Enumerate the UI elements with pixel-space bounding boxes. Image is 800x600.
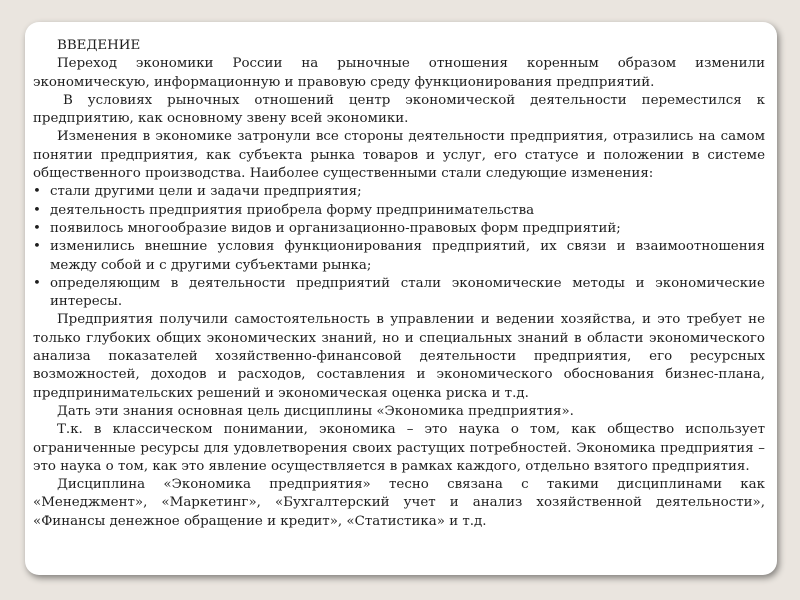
bullet-icon: • bbox=[33, 239, 41, 255]
bullet-icon: • bbox=[33, 275, 41, 291]
paragraph-transition: Переход экономики России на рыночные отношения коренным образом изменили экономическую, информационную и правовую среду функционирования предприятий. bbox=[33, 56, 765, 90]
paragraph-related-disciplines: Дисциплина «Экономика предприятия» тесно связана с такими дисциплинами как «Менеджмент», «Маркетинг», «Бухгалтерский учет и анализ хозяйственной деятельности», «Финансы денежное обращение и кредит», «Статистика» и т.д. bbox=[33, 477, 765, 529]
list-item-text: появилось многообразие видов и организационно-правовых форм предприятий; bbox=[50, 220, 621, 236]
list-item bbox=[33, 275, 765, 312]
list-item-text: деятельность предприятия приобрела форму предпринимательства bbox=[50, 202, 535, 218]
list-item bbox=[33, 202, 765, 220]
section-heading: ВВЕДЕНИЕ bbox=[57, 38, 141, 53]
paragraph-goal: Дать эти знания основная цель дисциплины «Экономика предприятия». bbox=[57, 403, 574, 419]
paragraph-market-center: В условиях рыночных отношений центр экономической деятельности переместился к предприятию, как основному звену всей экономики. bbox=[33, 92, 765, 127]
list-item-text: изменились внешние условия функционирования предприятий, их связи и взаимоотношения между собой и с другими субъектами рынка; bbox=[50, 239, 765, 273]
bullet-icon: • bbox=[33, 220, 41, 236]
document-body bbox=[33, 37, 765, 531]
bullet-icon: • bbox=[33, 202, 41, 218]
bullet-icon: • bbox=[33, 184, 41, 200]
list-item-text: стали другими цели и задачи предприятия; bbox=[50, 184, 362, 200]
paragraph-definition: Т.к. в классическом понимании, экономика – это наука о том, как общество использует ограниченные ресурсы для удовлетворения своих растущих потребностей. Экономика предприятия – это наука о том, как это явление осуществляется в рамках каждого, отдельно взятого предприятия. bbox=[33, 422, 765, 474]
paragraph-independence: Предприятия получили самостоятельность в управлении и ведении хозяйства, и это требует не только глубоких общих экономических знаний, но и специальных знаний в области экономического анализа показателей хозяйственно-финансовой деятельности предприятия, его ресурсных возможностей, доходов и расходов, составления и экономического обоснования бизнес-плана, предпринимательских решений и экономическая оценка риска и т.д. bbox=[33, 312, 765, 401]
list-item bbox=[33, 238, 765, 275]
list-item-text: определяющим в деятельности предприятий стали экономические методы и экономические интересы. bbox=[50, 275, 765, 310]
changes-list bbox=[33, 183, 765, 311]
slide-card bbox=[25, 22, 777, 575]
list-item bbox=[33, 183, 765, 201]
list-item bbox=[33, 220, 765, 238]
paragraph-changes: Изменения в экономике затронули все стороны деятельности предприятия, отразились на самом понятии предприятия, как субъекта рынка товаров и услуг, его статусе и положении в системе общественного производства. Наиболее существенными стали следующие изменения: bbox=[33, 129, 765, 182]
